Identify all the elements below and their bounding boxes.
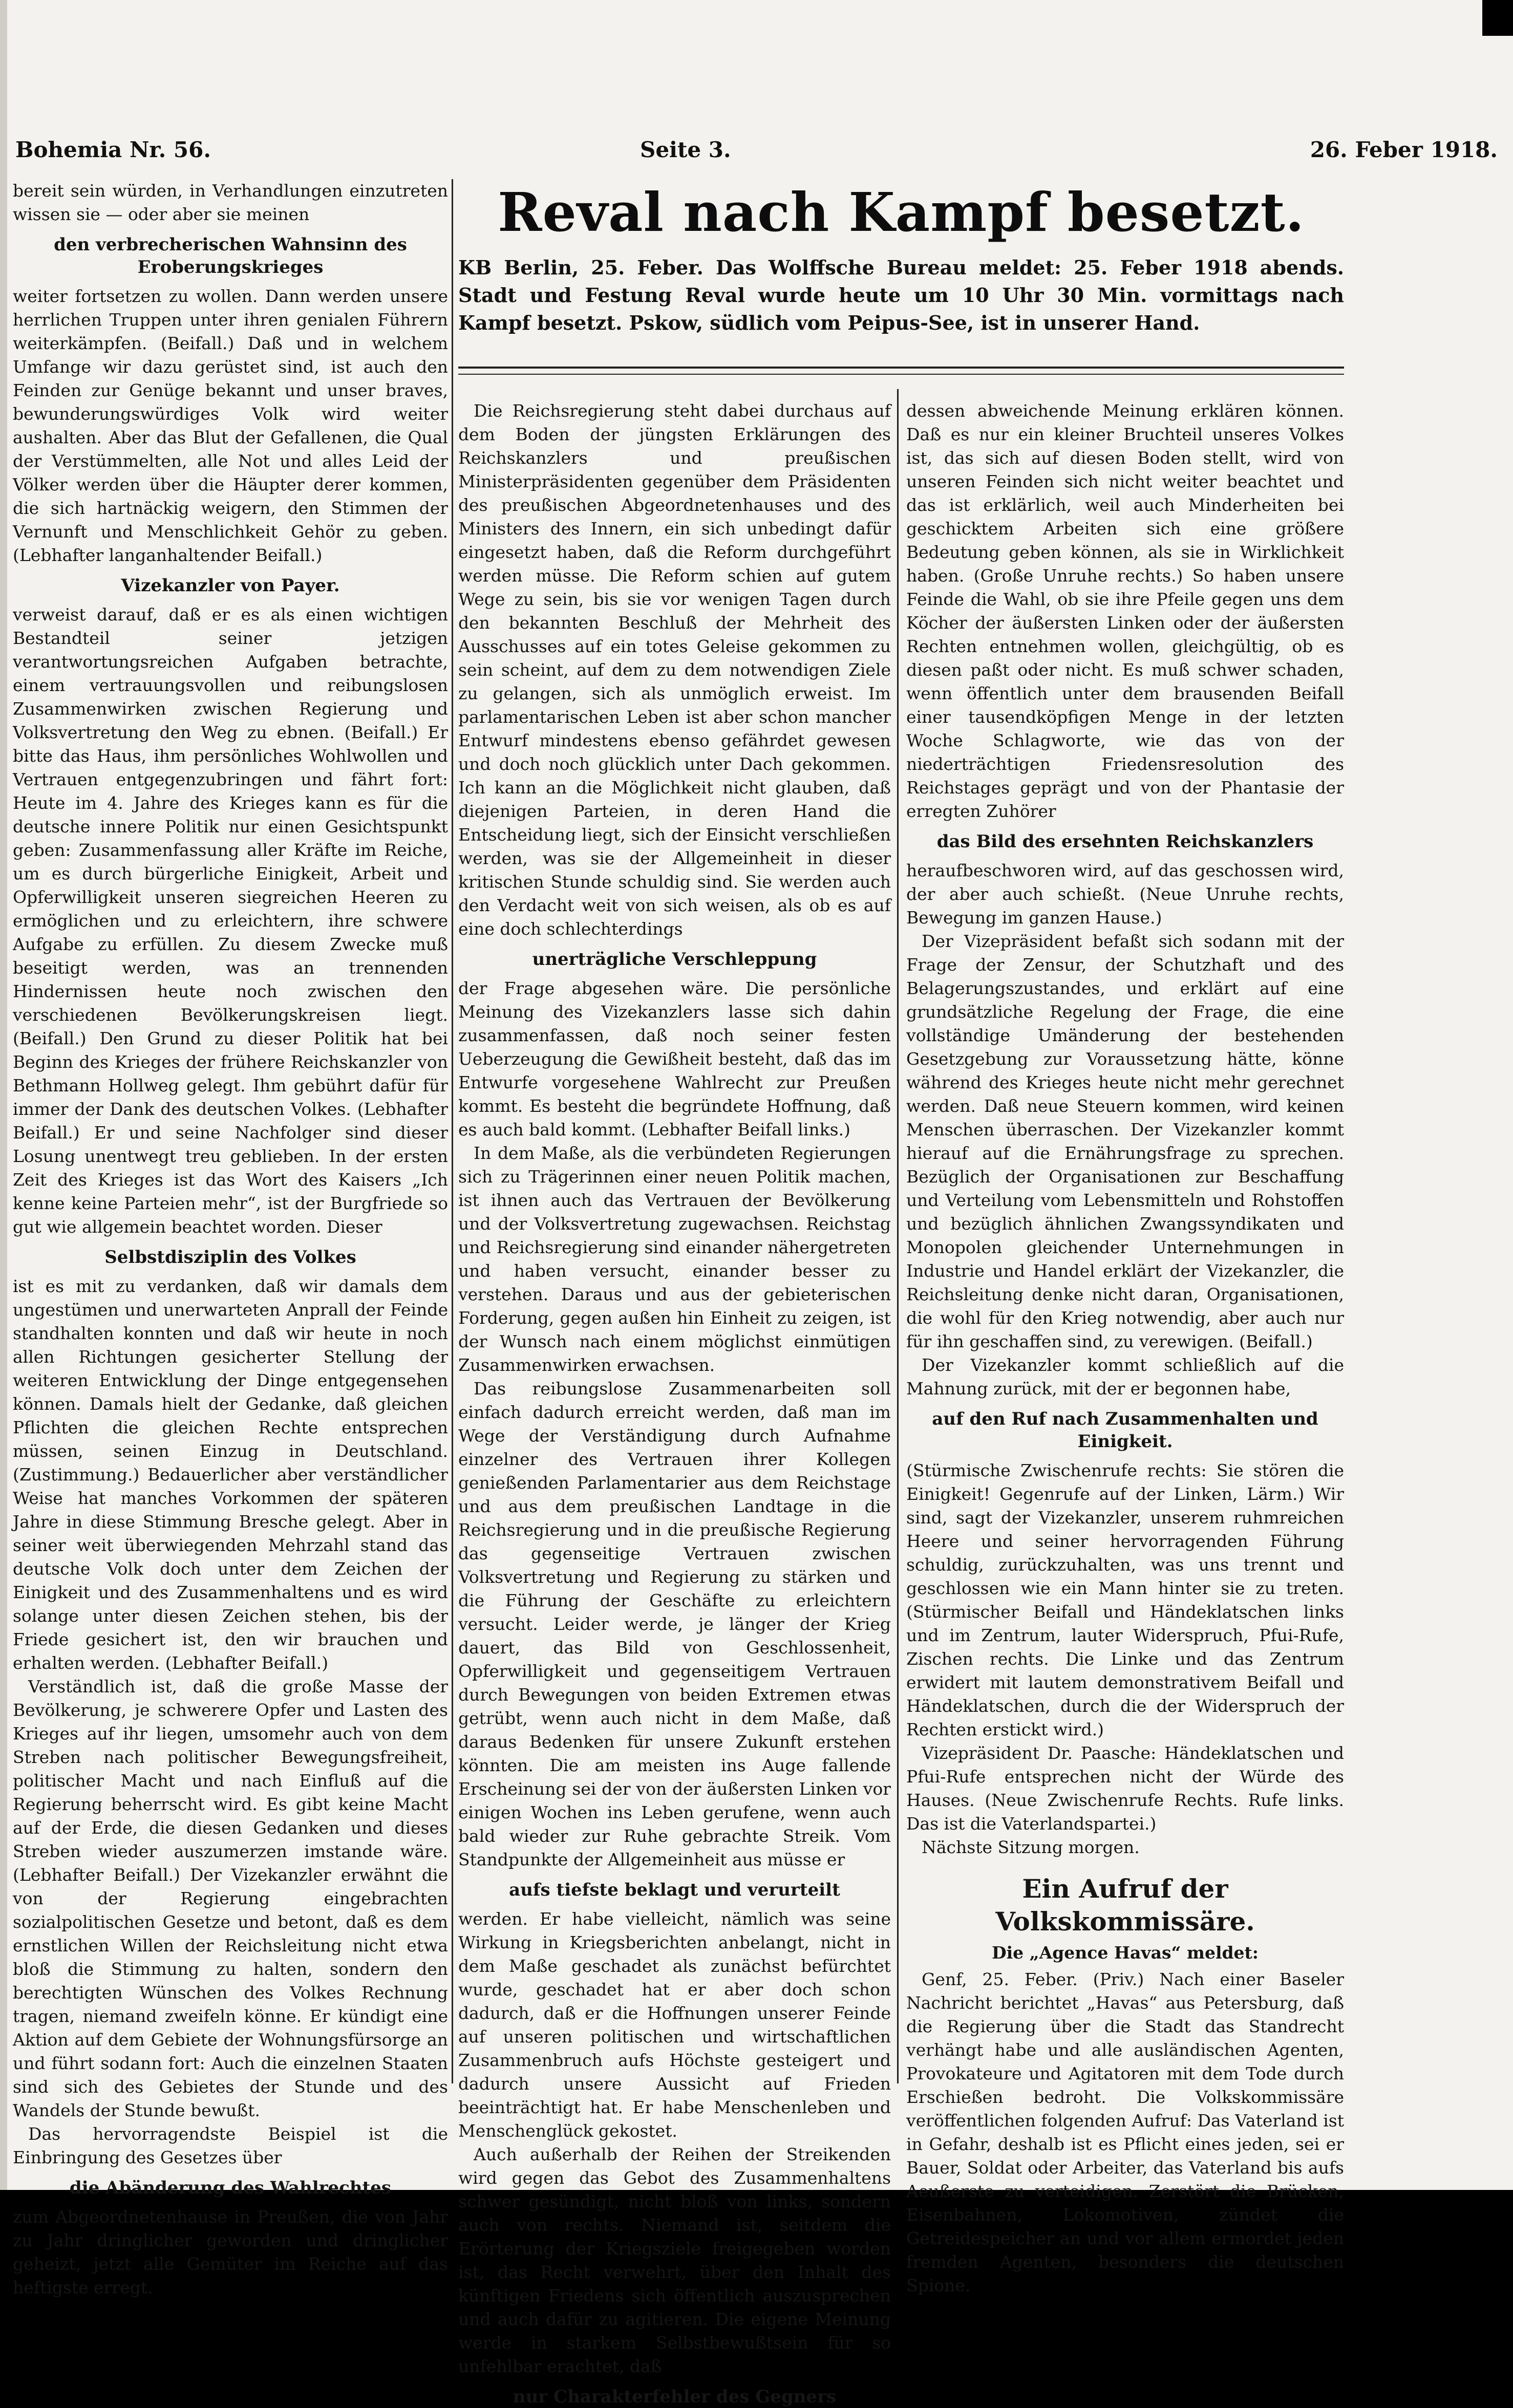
subheading: nur Charakterfehler des Gegners bbox=[513, 2386, 837, 2407]
paragraph: Genf, 25. Feber. (Priv.) Nach einer Baseler Nachricht berichtet „Havas“ aus Petersburg, daß die Regierung über die Stadt das Standrecht verhängt habe und alle ausländischen Agenten, Provokateure und Agitatoren mit dem Tode durch Erschießen bedroht. Die Volkskommissäre veröffentlichen folgenden Aufruf: Das Vaterland ist in Gefahr, deshalb ist es Pflicht eines jeden, sei er Bauer, Soldat oder Arbeiter, das Vaterland bis aufs Aeußerste zu verteidigen. Zerstört die Brücken, Eisenbahnen, Lokomotiven, zündet die Getreidespeicher an und vor allem ermordet jeden fremden Agenten, besonders die deutschen Spione. bbox=[906, 1969, 1344, 2295]
subheading: Selbstdisziplin des Volkes bbox=[104, 1247, 356, 1267]
headline-rule bbox=[458, 367, 1344, 375]
paragraph: verweist darauf, daß er es als einen wichtigen Bestandteil seiner jetzigen verantwortungsreichen Aufgaben betrachte, einem vertrauungsvollen und reibungslosen Zusammenwirken zwischen Regierung und Volksvertretung den Weg zu ebnen. (Beifall.) Er bitte das Haus, ihm persönliches Wohlwollen und Vertrauen entgegenzubringen und fährt fort: Heute im 4. Jahre des Krieges kann es für die deutsche innere Politik nur einen Gesichtspunkt geben: Zusammenfassung aller Kräfte im Reiche, um es durch bürgerliche Einigkeit, Arbeit und Opferwilligkeit unseren siegreichen Heeren zu ermöglichen und zu erleichtern, ihre schwere Aufgabe zu erfüllen. Zu diesem Zwecke muß beseitigt werden, was an trennenden Hindernissen heute noch zwischen den verschiedenen Bevölkerungskreisen liegt. (Beifall.) Den Grund zu dieser Politik hat bei Beginn des Krieges der frühere Reichskanzler von Bethmann Hollweg gelegt. Ihm gebührt dafür für immer der Dank des deutschen Volkes. (Lebhafter Beifall.) Er und seine Nachfolger sind dieser Losung unentwegt treu geblieben. In der ersten Zeit des Krieges ist das Wort des Kaisers „Ich kenne keine Parteien mehr“, ist der Burgfriede so gut wie allgemein beachtet worden. Dieser bbox=[13, 605, 448, 1237]
page-number: Seite 3. bbox=[640, 137, 731, 162]
paragraph: Vizepräsident Dr. Paasche: Händeklatschen und Pfui-Rufe entsprechen nicht der Würde des Hauses. (Neue Zwischenrufe Rechts. Rufe links. Das ist die Vaterlandspartei.) bbox=[906, 1743, 1344, 1834]
scan-corner bbox=[1482, 0, 1513, 36]
subheading: die Abänderung des Wahlrechtes bbox=[69, 2178, 392, 2198]
article-subheading: Die „Agence Havas“ meldet: bbox=[992, 1943, 1259, 1963]
paragraph: In dem Maße, als die verbündeten Regierungen sich zu Trägerinnen einer neuen Politik machen, ist ihnen auch das Vertrauen der Bevölkerung und der Volksvertretung zugewachsen. Reichstag und Reichsregierung sind einander nähergetreten und haben versucht, einander besser zu verstehen. Daraus und aus der gebieterischen Forderung, gegen außen hin Einheit zu zeigen, ist der Wunsch nach einem möglichst einmütigen Zusammenwirken erwachsen. bbox=[458, 1143, 891, 1375]
paragraph: werden. Er habe vielleicht, nämlich was seine Wirkung in Kriegsberichten anbelangt, nicht in dem Maße geschadet als zunächst befürchtet wurde, geschadet hat er aber doch schon dadurch, daß er die Hoffnungen unserer Feinde auf unseren politischen und wirtschaftlichen Zusammenbruch aufs Höchste gesteigert und dadurch unsere Aussicht auf Frieden beeinträchtigt hat. Er habe Menschenleben und Menschenglück gekostet. bbox=[458, 1909, 891, 2141]
paragraph: Auch außerhalb der Reihen der Streikenden wird gegen das Gebot des Zusammenhaltens schwer gesündigt, nicht bloß von links, sondern auch von rechts. Niemand ist, seitdem die Erörterung der Kriegsziele freigegeben worden ist, das Recht verwehrt, über den Inhalt des künftigen Friedens sich öffentlich auszusprechen und auch dafür zu agitieren. Die eigene Meinung werde in starkem Selbstbewußtsein für so unfehlbar erachtet, daß bbox=[458, 2144, 891, 2376]
column-3 bbox=[906, 399, 1344, 2295]
masthead-issue: Bohemia Nr. 56. bbox=[15, 137, 211, 162]
paragraph: ist es mit zu verdanken, daß wir damals dem ungestümen und unerwarteten Anprall der Feinde standhalten konnten und daß wir heute in noch allen Richtungen gesicherter Stellung der weiteren Entwicklung der Dinge entgegensehen können. Damals hielt der Gedanke, daß gleichen Pflichten die gleichen Rechte entsprechen müssen, seinen Einzug in Deutschland. (Zustimmung.) Bedauerlicher aber verständlicher Weise hat manches Vorkommen der späteren Jahre in diese Stimmung Bresche gelegt. Aber in seiner weit überwiegenden Mehrzahl stand das deutsche Volk doch unter dem Zeichen der Einigkeit und des Zusammenhaltens und es wird solange unter diesen Zeichen stehen, bis der Friede gesichert ist, den wir brauchen und erhalten werden. (Lebhafter Beifall.) bbox=[13, 1276, 448, 1673]
subheading: aufs tiefste beklagt und verurteilt bbox=[509, 1880, 840, 1900]
paragraph: Verständlich ist, daß die große Masse der Bevölkerung, je schwerere Opfer und Lasten des Krieges auf ihr liegen, umsomehr auch von dem Streben nach politischer Bewegungsfreiheit, politischer Macht und nach Einfluß auf die Regierung beherrscht wird. Es gibt keine Macht auf der Erde, die diesen Gedanken und dieses Streben wieder auszumerzen imstande wäre. (Lebhafter Beifall.) Der Vizekanzler erwähnt die von der Regierung eingebrachten sozialpolitischen Gesetze und betont, daß es dem ernstlichen Willen der Reichsleitung nicht etwa bloß die Stimmung zu halten, sondern den berechtigten Wünschen des Volkes Rechnung tragen, niemand zweifeln könne. Er kündigt eine Aktion auf dem Gebiete der Wohnungsfürsorge an und führt sodann fort: Auch die einzelnen Staaten sind sich des Gebietes der Stunde und des Wandels der Stunde bewußt. bbox=[13, 1676, 448, 2120]
paragraph: heraufbeschworen wird, auf das geschossen wird, der aber auch schießt. (Neue Unruhe rechts, Bewegung im ganzen Hause.) bbox=[906, 861, 1344, 928]
headline-block bbox=[458, 179, 1344, 337]
page-header bbox=[15, 137, 1498, 170]
paragraph: bereit sein würden, in Verhandlungen einzutreten wissen sie — oder aber sie meinen bbox=[13, 181, 448, 224]
subheading: unerträgliche Verschleppung bbox=[532, 949, 817, 970]
paragraph: weiter fortsetzen zu wollen. Dann werden unsere herrlichen Truppen unter ihren genialen Führern weiterkämpfen. (Beifall.) Daß und in welchem Umfange wir dazu gerüstet sind, ist auch den Feinden zur Genüge bekannt und unser braves, bewunderungswürdiges Volk wird weiter aushalten. Aber das Blut der Gefallenen, die Qual der Verstümmelten, alle Not und alles Leid der Völker werden über die Häupter derer kommen, die sich hartnäckig weigern, den Stimmen der Vernunft und Menschlichkeit Gehör zu geben. (Lebhafter langanhaltender Beifall.) bbox=[13, 286, 448, 565]
issue-date: 26. Feber 1918. bbox=[1310, 137, 1498, 162]
paragraph: Nächste Sitzung morgen. bbox=[922, 1837, 1140, 1857]
main-headline: Reval nach Kampf besetzt. bbox=[498, 181, 1305, 244]
column-1 bbox=[13, 179, 448, 2297]
headline-lead: KB Berlin, 25. Feber. Das Wolffsche Bureau meldet: 25. Feber 1918 abends. Stadt und Festung Reval wurde heute um 10 Uhr 30 Min. vormittags nach Kampf besetzt. Pskow, südlich vom Peipus-See, ist in unserer Hand. bbox=[458, 256, 1344, 334]
subheading: den verbrecherischen Wahnsinn des Eroberungskrieges bbox=[54, 234, 407, 277]
paragraph: Die Reichsregierung steht dabei durchaus auf dem Boden der jüngsten Erklärungen des Reichskanzlers und preußischen Ministerpräsidenten gegenüber dem Präsidenten des preußischen Abgeordnetenhauses und des Ministers des Innern, ein sich unbedingt dafür eingesetzt haben, daß die Reform durchgeführt werden müsse. Die Reform schien auf gutem Wege zu sein, bis sie vor wenigen Tagen durch den bekannten Beschluß der Mehrheit des Ausschusses auf ein totes Geleise gekommen zu sein scheint, auf dem zu dem notwendigen Ziele zu gelangen, sich als unmöglich erweist. Im parlamentarischen Leben ist aber schon mancher Entwurf mindestens ebenso gefährdet gewesen und doch noch glücklich unter Dach gekommen. Ich kann an die Möglichkeit nicht glauben, daß diejenigen Parteien, in deren Hand die Entscheidung liegt, sich der Einsicht verschließen werden, was sie der Allgemeinheit in dieser kritischen Stunde schuldig sind. Sie werden auch den Verdacht weit von sich weisen, als ob es auf eine doch schlechterdings bbox=[458, 401, 891, 939]
subheading: auf den Ruf nach Zusammenhalten und Einigkeit. bbox=[932, 1409, 1318, 1452]
article-headline: Ein Aufruf der Volkskommissäre. bbox=[995, 1874, 1255, 1937]
paragraph: Der Vizekanzler kommt schließlich auf die Mahnung zurück, mit der er begonnen habe, bbox=[906, 1355, 1344, 1399]
subheading: Vizekanzler von Payer. bbox=[121, 575, 340, 596]
column-rule bbox=[897, 389, 899, 2083]
column-rule bbox=[452, 179, 453, 2083]
paragraph: Das hervorragendste Beispiel ist die Einbringung des Gesetzes über bbox=[13, 2124, 448, 2167]
paragraph: zum Abgeordnetenhause in Preußen, die von Jahr zu Jahr dringlicher geworden und dringlicher geheizt, jetzt alle Gemüter im Reiche auf das heftigste erregt. bbox=[13, 2207, 448, 2297]
subheading: das Bild des ersehnten Reichskanzlers bbox=[936, 831, 1314, 852]
paragraph: dessen abweichende Meinung erklären können. Daß es nur ein kleiner Bruchteil unseres Volkes ist, das sich auf diesen Boden stellt, wird von unseren Feinden sich nicht weiter beachtet und das ist erklärlich, weil auch Minderheiten bei geschicktem Arbeiten sich eine größere Bedeutung geben können, als sie in Wirklichkeit haben. (Große Unruhe rechts.) So haben unsere Feinde die Wahl, ob sie ihre Pfeile gegen uns dem Köcher der äußersten Linken oder der äußersten Rechten entnehmen wollen, gleichgültig, ob es diesen paßt oder nicht. Es muß schwer schaden, wenn öffentlich unter dem brausenden Beifall einer tausendköpfigen Menge in der letzten Woche Schlagworte, wie das von der niederträchtigen Friedensresolution des Reichstages geprägt und von der Phantasie der erregten Zuhörer bbox=[906, 401, 1344, 821]
paragraph: Das reibungslose Zusammenarbeiten soll einfach dadurch erreicht werden, daß man im Wege der Verständigung durch Aufnahme einzelner des Vertrauen ihrer Kollegen genießenden Parlamentarier aus dem Reichstage und aus dem preußischen Landtage in die Reichsregierung und in die preußische Regierung das gegenseitige Vertrauen zwischen Volksvertretung und Regierung zu stärken und die Führung der Geschäfte zu erleichtern versucht. Leider werde, je länger der Krieg dauert, das Bild von Geschlossenheit, Opferwilligkeit und gegenseitigem Vertrauen durch Bewegungen von beiden Extremen etwas getrübt, wenn auch nicht in dem Maße, daß daraus Bedenken für unsere Zukunft erstehen könnten. Die am meisten ins Auge fallende Erscheinung sei der von der äußersten Linken vor einigen Wochen ins Leben gerufene, wenn auch bald wieder zur Ruhe gebrachte Streik. Vom Standpunkte der Allgemeinheit aus müsse er bbox=[458, 1379, 891, 1869]
column-2 bbox=[458, 399, 891, 2407]
paragraph: (Stürmische Zwischenrufe rechts: Sie stören die Einigkeit! Gegenrufe auf der Linken, Lärm.) Wir sind, sagt der Vizekanzler, unserem ruhmreichen Heere und seiner hervorragenden Führung schuldig, zurückzuhalten, was uns trennt und geschlossen wie ein Mann hinter sie zu treten. (Stürmischer Beifall und Händeklatschen links und im Zentrum, lauter Widerspruch, Pfui-Rufe, Zischen rechts. Die Linke und das Zentrum erwidert mit lautem demonstrativem Beifall und Händeklatschen, durch die der Widerspruch der Rechten erstickt wird.) bbox=[906, 1460, 1344, 1739]
page-edge bbox=[0, 0, 7, 2190]
paragraph: Der Vizepräsident befaßt sich sodann mit der Frage der Zensur, der Schutzhaft und des Belagerungszustandes, und erklärt auf eine grundsätzliche Regelung der Frage, die eine vollständige Umänderung der bestehenden Gesetzgebung zur Voraussetzung hätte, könne während des Krieges heute nicht mehr gerechnet werden. Daß neue Steuern kommen, wird keinen Menschen überraschen. Der Vizekanzler kommt hierauf auf die Ernährungsfrage zu sprechen. Bezüglich der Organisationen zur Beschaffung und Verteilung vom Lebensmitteln und Rohstoffen und bezüglich ähnlichen Zwangssyndikaten und Monopolen gleichender Unternehmungen in Industrie und Handel erklärt der Vizekanzler, die Reichsleitung denke nicht daran, Organisationen, die wohl für den Krieg notwendig, aber auch nur für ihn geschaffen sind, zu verewigen. (Beifall.) bbox=[906, 931, 1344, 1351]
paragraph: der Frage abgesehen wäre. Die persönliche Meinung des Vizekanzlers lasse sich dahin zusammenfassen, daß noch seiner festen Ueberzeugung die Gewißheit besteht, daß das im Entwurfe vorgesehene Wahlrecht zur Preußen kommt. Es besteht die begründete Hoffnung, daß es auch bald kommt. (Lebhafter Beifall links.) bbox=[458, 978, 891, 1140]
